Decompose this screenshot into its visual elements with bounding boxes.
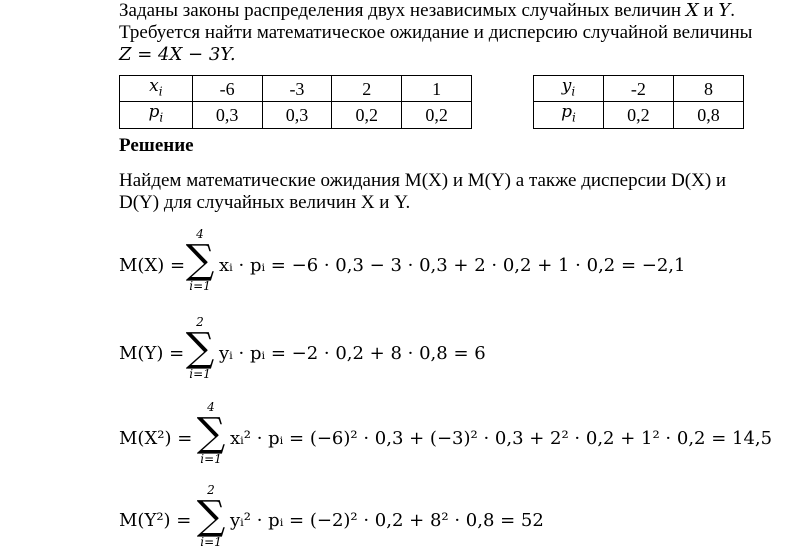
- sum-upper-limit: 4: [207, 400, 215, 414]
- var-y: Y: [718, 0, 731, 21]
- header-cell-p: [120, 102, 193, 128]
- period: .: [730, 0, 735, 21]
- table-cell: 0,2: [402, 102, 472, 128]
- solution-line-1: Найдем математические ожидания M(X) и M(Y) а также дисперсии D(X) и: [119, 170, 727, 191]
- sum-upper-limit: 2: [196, 315, 204, 329]
- table-cell: 8: [673, 76, 743, 102]
- label: p: [561, 102, 572, 123]
- table-cell: 0,2: [332, 102, 402, 128]
- intro-paragraph: [119, 0, 753, 66]
- label: x: [149, 76, 159, 96]
- formula-rhs: yᵢ² · pᵢ = (−2)² · 0,2 + 8² · 0,8 = 52: [230, 510, 544, 531]
- sigma-icon: ∑: [185, 325, 215, 371]
- sum-upper-limit: 4: [196, 227, 204, 241]
- header-cell-p: [534, 102, 604, 128]
- sum-operator: [185, 316, 215, 380]
- intro-line-2: Требуется найти математическое ожидание и дисперсию случайной величины: [119, 22, 753, 43]
- var-x: X: [685, 0, 699, 21]
- header-cell-y: [534, 76, 604, 102]
- formula-lhs: M(Y²) =: [119, 510, 192, 531]
- table-cell: 0,3: [262, 102, 332, 128]
- formula-rhs: xᵢ · pᵢ = −6 · 0,3 − 3 · 0,3 + 2 · 0,2 + 1 · 0,2 = −2,1: [219, 255, 686, 276]
- table-cell: 2: [332, 76, 402, 102]
- table-row: [120, 102, 472, 128]
- table-cell: 0,3: [192, 102, 262, 128]
- intro-line-1: [119, 0, 749, 22]
- solution-paragraph: [119, 170, 749, 214]
- label: p: [148, 102, 160, 123]
- sigma-icon: ∑: [196, 410, 226, 456]
- table-cell: 1: [402, 76, 472, 102]
- subscript: i: [571, 110, 576, 125]
- sum-upper-limit: 2: [207, 483, 215, 497]
- solution-heading: Решение: [119, 135, 194, 156]
- sum-lower-limit: i=1: [189, 367, 211, 381]
- table-row: [534, 102, 744, 128]
- formula-lhs: M(X²) =: [119, 428, 193, 449]
- conj: и: [698, 0, 719, 21]
- intro-line-3: Z = 4X − 3Y.: [119, 44, 236, 65]
- table-cell: 0,2: [603, 102, 673, 128]
- formula-lhs: M(Y) =: [119, 343, 185, 364]
- sum-operator: [196, 401, 226, 465]
- table-x-distribution: [119, 75, 472, 129]
- table-y-distribution: [533, 75, 744, 129]
- sum-lower-limit: i=1: [189, 279, 211, 293]
- table-cell: 0,8: [673, 102, 743, 128]
- sum-lower-limit: i=1: [200, 535, 222, 549]
- solution-line-2: D(Y) для случайных величин X и Y.: [119, 192, 411, 213]
- subscript: i: [158, 84, 163, 99]
- sigma-icon: ∑: [196, 493, 226, 539]
- sum-lower-limit: i=1: [200, 452, 222, 466]
- subscript: i: [159, 110, 164, 125]
- table-cell: -2: [603, 76, 673, 102]
- table-row: [120, 76, 472, 102]
- subscript: i: [571, 84, 576, 99]
- table-cell: -6: [192, 76, 262, 102]
- label: y: [561, 76, 572, 96]
- formula-rhs: xᵢ² · pᵢ = (−6)² · 0,3 + (−3)² · 0,3 + 2² · 0,2 + 1² · 0,2 = 14,5: [230, 428, 773, 449]
- table-row: [534, 76, 744, 102]
- table-cell: -3: [262, 76, 332, 102]
- intro-text: Заданы законы распределения двух независимых случайных величин: [119, 0, 686, 21]
- sigma-icon: ∑: [185, 237, 215, 283]
- formula-rhs: yᵢ · pᵢ = −2 · 0,2 + 8 · 0,8 = 6: [219, 343, 486, 364]
- sum-operator: [185, 228, 215, 292]
- sum-operator: [196, 484, 226, 548]
- formula-lhs: M(X) =: [119, 255, 186, 276]
- header-cell-x: [120, 76, 193, 102]
